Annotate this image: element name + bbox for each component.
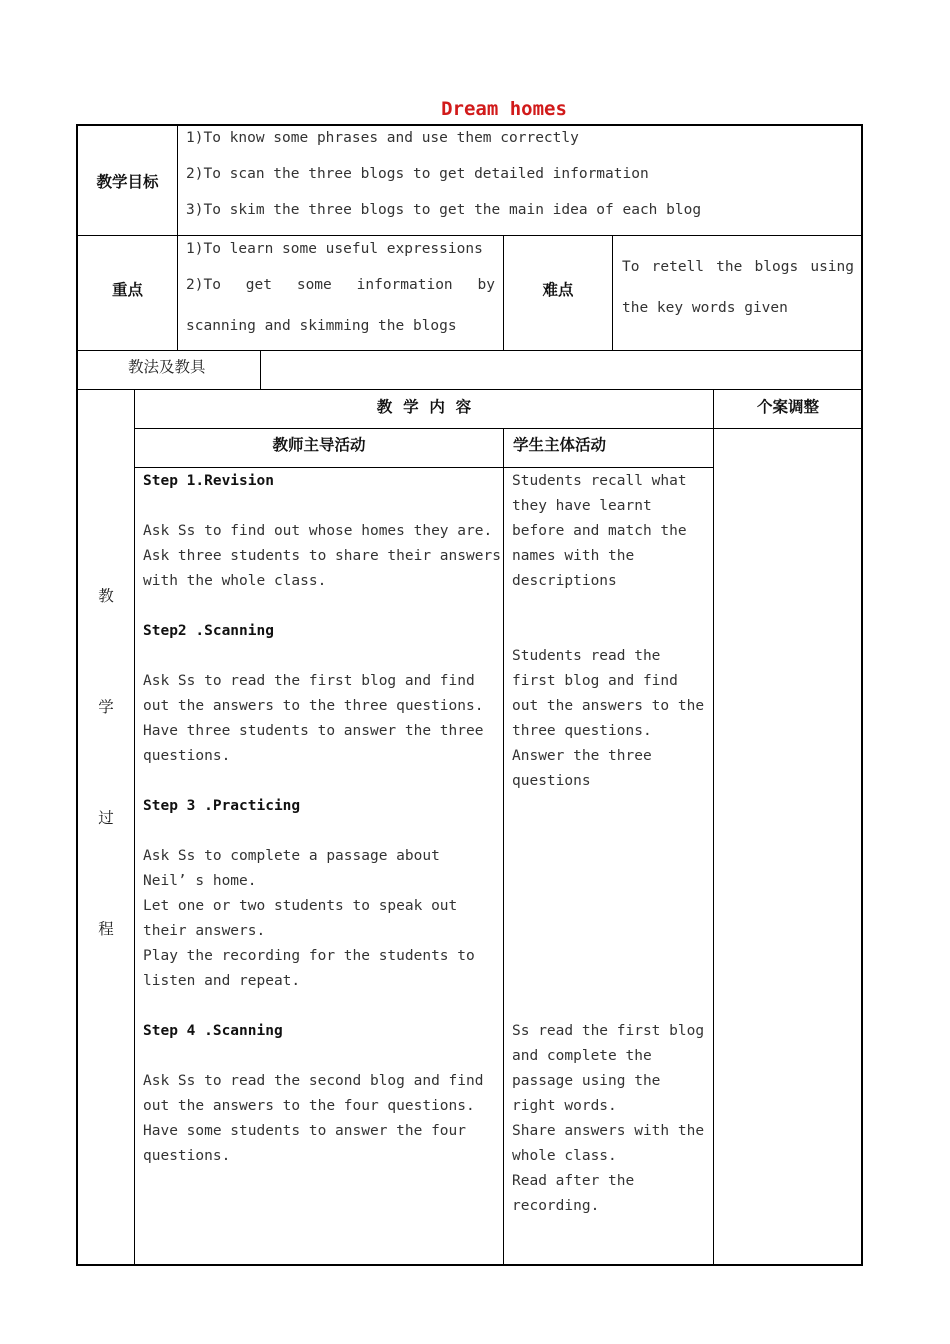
student-line: Read after the — [512, 1173, 635, 1189]
teacher-line — [143, 772, 498, 797]
student-line: questions — [512, 773, 591, 789]
student-line: right words. — [512, 1098, 617, 1114]
teacher-line: their answers. — [143, 923, 266, 939]
key-point-word: 2)To — [186, 277, 221, 293]
student-line — [512, 872, 710, 897]
difficulty-line — [622, 259, 854, 275]
process-side-char: 程 — [98, 920, 114, 938]
difficulty-word: using — [810, 259, 854, 275]
teacher-line: Have some students to answer the four — [143, 1123, 467, 1139]
key-point-word: some — [296, 277, 332, 293]
student-activities — [512, 472, 710, 1222]
student-line: out the answers to the — [512, 698, 705, 714]
teacher-line — [143, 822, 498, 847]
student-line: three questions. — [512, 723, 652, 739]
student-line — [512, 847, 710, 872]
difficulty-word: To — [622, 259, 640, 275]
teacher-line: Ask Ss to read the first blog and find — [143, 673, 475, 689]
step-heading: Step2 .Scanning — [143, 623, 274, 639]
teacher-line: Ask Ss to find out whose homes they are. — [143, 523, 493, 539]
teacher-line: questions. — [143, 1148, 231, 1164]
objective-item: 1)To know some phrases and use them correctly — [186, 130, 579, 146]
student-line — [512, 622, 710, 647]
student-line — [512, 597, 710, 622]
teacher-line: out the answers to the three questions. — [143, 698, 484, 714]
teacher-line: listen and repeat. — [143, 973, 301, 989]
student-line: first blog and find — [512, 673, 678, 689]
student-line: and complete the — [512, 1048, 652, 1064]
student-line — [512, 997, 710, 1022]
student-line — [512, 947, 710, 972]
process-side-char: 教 — [98, 587, 114, 605]
student-line: whole class. — [512, 1148, 617, 1164]
teacher-line: Ask Ss to read the second blog and find — [143, 1073, 484, 1089]
difficulty-word: the — [716, 259, 743, 275]
teacher-line — [143, 647, 498, 672]
step-heading: Step 4 .Scanning — [143, 1023, 283, 1039]
teacher-line — [143, 497, 498, 522]
key-point-word: get — [245, 277, 272, 293]
student-line: before and match the — [512, 523, 687, 539]
teacher-line: questions. — [143, 748, 231, 764]
teacher-line: Have three students to answer the three — [143, 723, 484, 739]
student-line — [512, 972, 710, 997]
student-line — [512, 922, 710, 947]
teacher-line: with the whole class. — [143, 573, 327, 589]
key-point-word: information — [356, 277, 453, 293]
student-line: Share answers with the — [512, 1123, 705, 1139]
key-points-label: 重点 — [111, 281, 143, 299]
difficulty-label: 难点 — [542, 281, 574, 299]
student-line: Ss read the first blog — [512, 1023, 705, 1039]
step-heading: Step 1.Revision — [143, 473, 274, 489]
objective-item: 3)To skim the three blogs to get the main idea of each blog — [186, 202, 702, 218]
student-line: names with the — [512, 548, 635, 564]
step-heading: Step 3 .Practicing — [143, 798, 301, 814]
student-line: passage using the — [512, 1073, 661, 1089]
content-header: 教 学 内 容 — [376, 398, 472, 416]
objectives-label: 教学目标 — [96, 173, 159, 191]
document-title: Dream homes — [441, 98, 567, 120]
key-point-word: by — [477, 277, 495, 293]
objective-item: 2)To scan the three blogs to get detailed information — [186, 166, 649, 182]
teacher-header: 教师主导活动 — [272, 436, 366, 454]
teacher-activities — [143, 472, 501, 1172]
difficulty-line: the key words given — [622, 300, 788, 316]
student-line: Students recall what — [512, 473, 687, 489]
teacher-line: Play the recording for the students to — [143, 948, 475, 964]
teacher-line — [143, 1047, 498, 1072]
teacher-line — [143, 597, 498, 622]
student-line — [512, 822, 710, 847]
teacher-line: Let one or two students to speak out — [143, 898, 458, 914]
teacher-line: out the answers to the four questions. — [143, 1098, 475, 1114]
process-side-char: 过 — [98, 809, 114, 827]
student-header: 学生主体活动 — [513, 436, 607, 454]
key-point-line: 1)To learn some useful expressions — [186, 241, 483, 257]
adjust-header: 个案调整 — [756, 398, 819, 416]
methods-label: 教法及教具 — [128, 358, 206, 376]
process-side-char: 学 — [98, 698, 114, 716]
student-line: descriptions — [512, 573, 617, 589]
student-line: they have learnt — [512, 498, 652, 514]
teacher-line: Ask Ss to complete a passage about — [143, 848, 440, 864]
difficulty-word: retell — [651, 259, 705, 275]
student-line — [512, 897, 710, 922]
teacher-line: Ask three students to share their answers — [143, 548, 501, 564]
teacher-line: Neil’ s home. — [143, 873, 257, 889]
student-line: Answer the three — [512, 748, 652, 764]
teacher-line — [143, 997, 498, 1022]
student-line: recording. — [512, 1198, 600, 1214]
student-line: Students read the — [512, 648, 661, 664]
student-line — [512, 797, 710, 822]
key-point-line — [186, 277, 495, 293]
difficulty-word: blogs — [754, 259, 799, 275]
key-point-line: scanning and skimming the blogs — [186, 318, 457, 334]
